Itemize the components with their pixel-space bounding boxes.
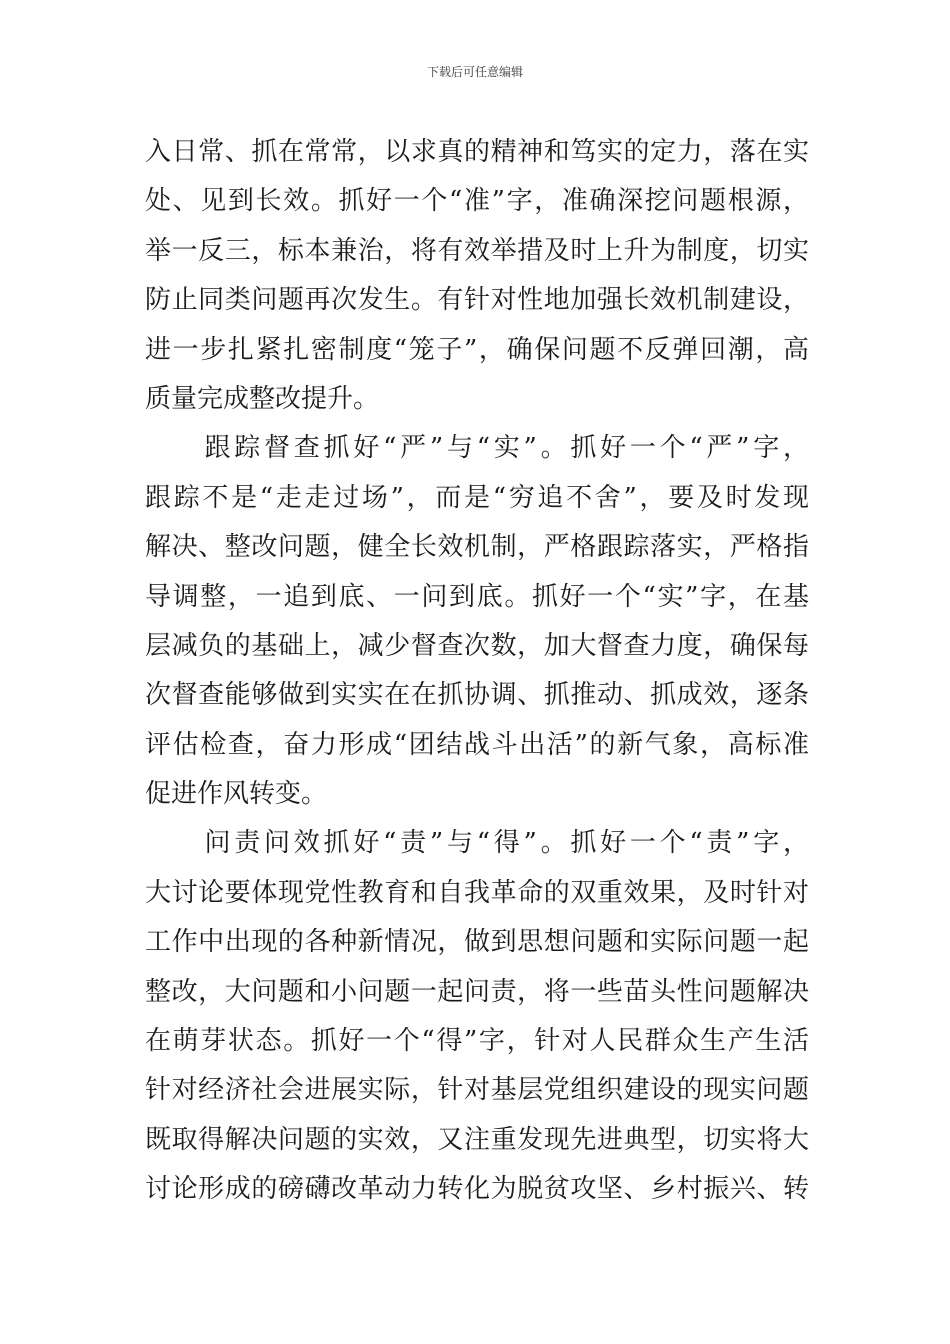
text-line: 导调整，一追到底、一问到底。抓好一个“实”字，在基: [145, 581, 809, 612]
document-body: [145, 128, 809, 1215]
page-header: 下载后可任意编辑: [426, 65, 523, 79]
text-line: 在萌芽状态。抓好一个“得”字，针对人民群众生产生活: [145, 1026, 809, 1057]
text-line: 问责问效抓好“责”与“得”。抓好一个“责”字，: [145, 828, 809, 859]
text-line: 举一反三，标本兼治，将有效举措及时上升为制度，切实: [145, 235, 809, 266]
text-line: 次督查能够做到实实在在抓协调、抓推动、抓成效，逐条: [145, 680, 809, 711]
text-line: 讨论形成的磅礴改革动力转化为脱贫攻坚、乡村振兴、转: [145, 1174, 809, 1205]
text-line: 处、见到长效。抓好一个“准”字，准确深挖问题根源，: [145, 186, 809, 217]
text-line: 入日常、抓在常常，以求真的精神和笃实的定力，落在实: [145, 137, 809, 167]
text-line: 促进作风转变。: [145, 779, 328, 810]
text-line: 进一步扎紧扎密制度“笼子”，确保问题不反弹回潮，高: [145, 334, 809, 365]
text-line: 跟踪督查抓好“严”与“实”。抓好一个“严”字，: [145, 433, 809, 464]
text-line: 评估检查，奋力形成“团结战斗出活”的新气象，高标准: [145, 729, 809, 760]
text-line: 大讨论要体现党性教育和自我革命的双重效果，及时针对: [145, 877, 809, 908]
text-line: 解决、整改问题，健全长效机制，严格跟踪落实，严格指: [145, 532, 809, 563]
text-line: 质量完成整改提升。: [145, 383, 380, 414]
text-line: 层减负的基础上，减少督查次数，加大督查力度，确保每: [145, 630, 809, 661]
text-line: 整改，大问题和小问题一起问责，将一些苗头性问题解决: [145, 976, 809, 1007]
text-line: 既取得解决问题的实效，又注重发现先进典型，切实将大: [145, 1124, 809, 1155]
text-line: 跟踪不是“走走过场”，而是“穷追不舍”，要及时发现: [145, 482, 809, 513]
text-line: 针对经济社会进展实际，针对基层党组织建设的现实问题: [145, 1075, 809, 1106]
text-line: 工作中出现的各种新情况，做到思想问题和实际问题一起: [145, 927, 809, 958]
text-line: 防止同类问题再次发生。有针对性地加强长效机制建设，: [145, 285, 809, 316]
